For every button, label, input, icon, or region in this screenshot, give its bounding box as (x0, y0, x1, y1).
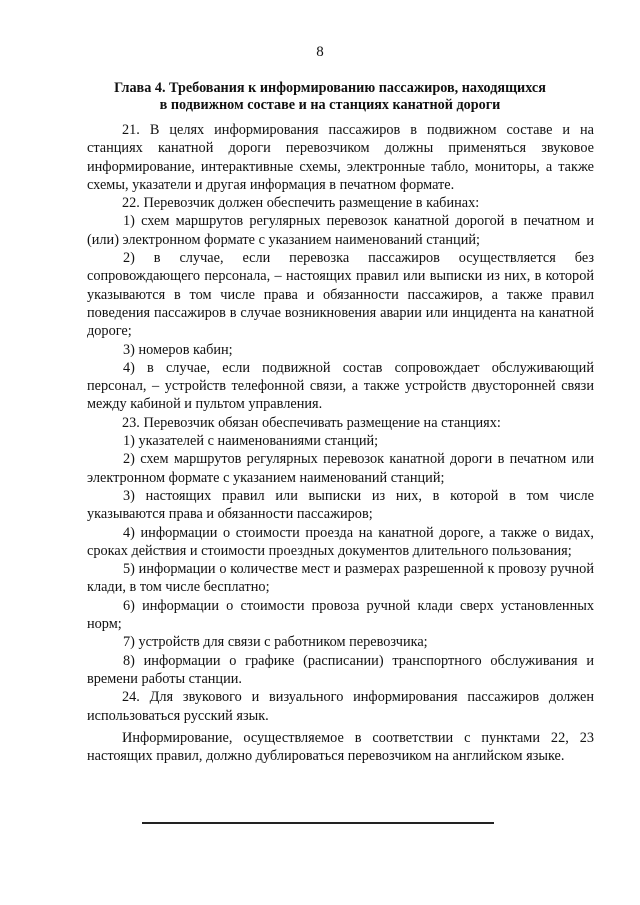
paragraph-closing: Информирование, осуществляемое в соответствии с пунктами 22, 23 настоящих правил, должно дублироваться перевозчиком на английском языке. (87, 729, 594, 765)
document-body (87, 121, 594, 765)
chapter-title-line-2: в подвижном составе и на станциях канатной дороги (159, 97, 501, 113)
page-number: 8 (316, 44, 324, 60)
paragraph-23-item-3: 3) настоящих правил или выписки из них, в которой в том числе указываются права и обязанности пассажиров; (87, 487, 594, 523)
chapter-title (80, 80, 580, 114)
paragraph-23-item-7: 7) устройств для связи с работником перевозчика; (123, 634, 428, 651)
paragraph-22-item-4: 4) в случае, если подвижной состав сопровождает обслуживающий персонал, – устройств телефонной связи, а также устройств двусторонней связи между кабиной и пультом управления. (87, 359, 594, 413)
paragraph-22-item-1: 1) схем маршрутов регулярных перевозок канатной дорогой в печатном и (или) электронном формате с указанием наименований станций; (87, 213, 594, 248)
paragraph-21: 21. В целях информирования пассажиров в подвижном составе и на станциях канатной дороги перевозчиком должны применяться звуковое информирование, интерактивные схемы, электронные табло, мониторы, а также схемы, указатели и другая информация в печатном формате. (87, 122, 594, 193)
chapter-title-line-1: Глава 4. Требования к информированию пассажиров, находящихся (114, 80, 546, 96)
paragraph-22-item-3: 3) номеров кабин; (123, 341, 233, 358)
paragraph-23-item-6: 6) информации о стоимости провоза ручной клади сверх установленных норм; (87, 597, 594, 633)
paragraph-24: 24. Для звукового и визуального информирования пассажиров должен использоваться русский язык. (87, 689, 594, 724)
paragraph-23: 23. Перевозчик обязан обеспечивать размещение на станциях: (122, 414, 501, 431)
paragraph-23-item-2: 2) схем маршрутов регулярных перевозок канатной дороги в печатном или электронном формате с указанием наименований станций; (87, 451, 594, 486)
paragraph-22: 22. Перевозчик должен обеспечить размещение в кабинах: (122, 195, 480, 212)
end-of-text-rule (142, 822, 494, 824)
paragraph-23-item-1: 1) указателей с наименованиями станций; (123, 433, 379, 450)
paragraph-22-item-2: 2) в случае, если перевозка пассажиров осуществляется без сопровождающего персонала, – настоящих правил или выписки из них, в которой указываются в том числе права и обязанности пассажиров, а также правил поведения пассажиров в случае возникновения аварии или инцидента на канатной дороге; (87, 250, 594, 340)
paragraph-23-item-5: 5) информации о количестве мест и размерах разрешенной к провозу ручной клади, в том числе бесплатно; (87, 561, 594, 596)
paragraph-23-item-4: 4) информации о стоимости проезда на канатной дороге, а также о видах, сроках действия и стоимости проездных документов длительного пользования; (87, 524, 594, 559)
paragraph-23-item-8: 8) информации о графике (расписании) транспортного обслуживания и времени работы станции. (87, 652, 594, 687)
